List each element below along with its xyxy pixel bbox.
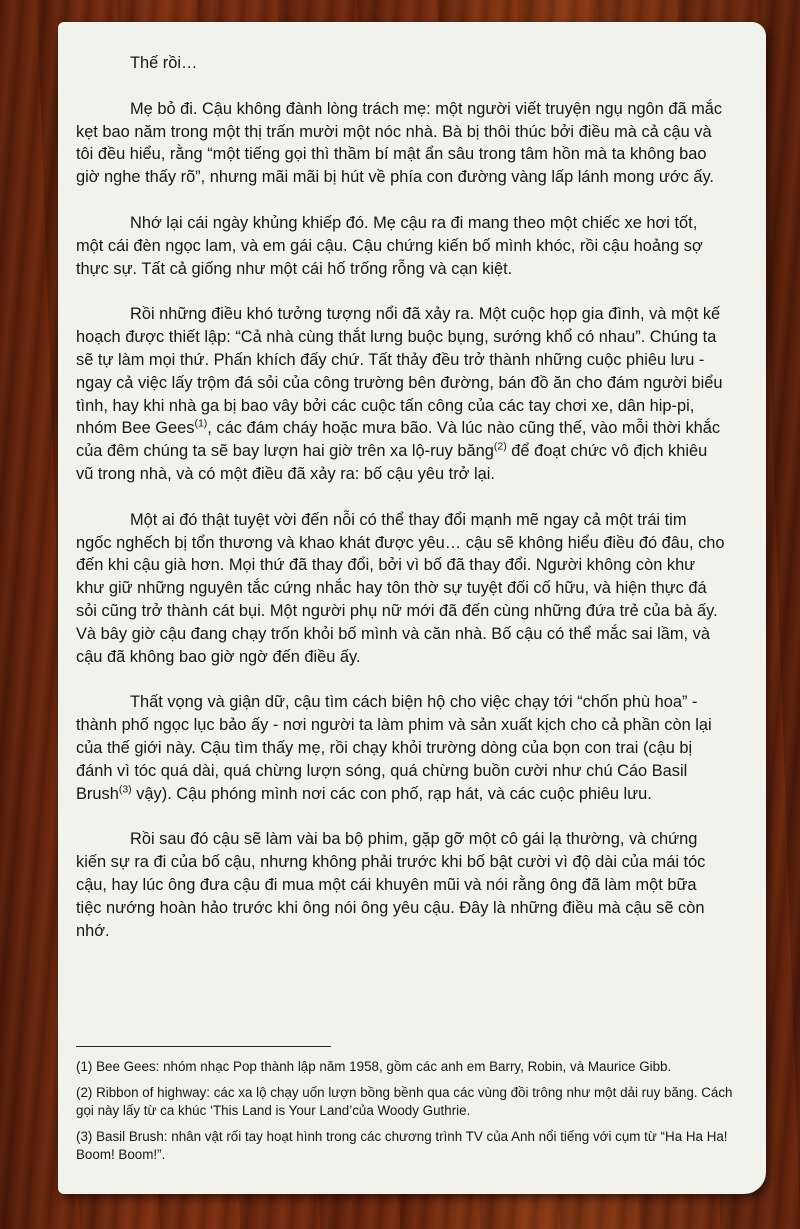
footnote-1: (1) Bee Gees: nhóm nhạc Pop thành lập năm 1958, gồm các anh em Barry, Robin, và Maurice Gibb.: [76, 1059, 672, 1074]
paragraph-6: Rồi sau đó cậu sẽ làm vài ba bộ phim, gặp gỡ một cô gái lạ thường, và chứng kiến sự ra đi của bố cậu, nhưng không phải trước khi bố bật cười vì độ dài của mái tóc cậu, hay lúc ông đưa cậu đi mua một cái khuyên mũi và nói rằng ông đã làm một bữa tiệc nướng hoàn hảo trước khi ông nói ông yêu cậu. Đây là những điều mà cậu sẽ còn nhớ.: [76, 830, 706, 940]
paragraph-5-part-b: vậy). Cậu phóng mình nơi các con phố, rạp hát, và các cuộc phiêu lưu.: [131, 784, 652, 803]
paragraph-1: Mẹ bỏ đi. Cậu không đành lòng trách mẹ: một người viết truyện ngụ ngôn đã mắc kẹt bao năm trong một thị trấn mười một nóc nhà. Bà bị thôi thúc bởi điều mà cả cậu và tôi đều hiểu, rằng “một tiếng gọi thì thầm bí mật ẩn sâu trong tâm hồn mà ta không bao giờ nghe thấy rõ”, nhưng mãi mãi bị hút về phía con đường vàng lấp lánh mong ước ấy.: [76, 99, 723, 187]
paragraph-4: Một ai đó thật tuyệt vời đến nỗi có thể thay đổi mạnh mẽ ngay cả một trái tim ngốc nghếch bị tổn thương và khao khát được yêu… cậu sẽ không hiểu điều đó đâu, cho đến khi cậu già hơn. Mọi thứ đã thay đổi, bởi vì bố đã thay đổi. Người không còn khư khư giữ những nguyên tắc cứng nhắc hay tôn thờ sự tuyệt đối cố hữu, và hiện thực đá sỏi cũng trở thành cát bụi. Một người phụ nữ mới đã đến cùng những đứa trẻ của bà ấy. Và bây giờ cậu đang chạy trốn khỏi bố mình và căn nhà. Bố cậu có thể mắc sai lầm, và cậu đã không bao giờ ngờ đến điều ấy.: [76, 510, 725, 666]
footnote-divider: [76, 1046, 331, 1047]
paragraph-3-part-a: Rồi những điều khó tưởng tượng nổi đã xảy ra. Một cuộc họp gia đình, và một kế hoạch được thiết lập: “Cả nhà cùng thắt lưng buộc bụng, sướng khổ có nhau”. Chúng ta sẽ tự làm mọi thứ. Phấn khích đấy chứ. Tất thảy đều trở thành những cuộc phiêu lưu - ngay cả việc lấy trộm đá sỏi của công trường bên đường, bán đồ ăn cho đám người biểu tình, hay khi nhà ga bị bao vây bởi các cuộc tấn công của các tay chơi xe, dân hip-pi, nhóm Bee Gees: [76, 305, 723, 438]
footnote-ref-1: (1): [194, 417, 208, 430]
footnote-3: (3) Basil Brush: nhân vật rối tay hoạt hình trong các chương trình TV của Anh nổi tiếng với cụm từ “Ha Ha Ha! Boom! Boom!”.: [76, 1129, 728, 1162]
paragraph-2: Nhớ lại cái ngày khủng khiếp đó. Mẹ cậu ra đi mang theo một chiếc xe hơi tốt, một cái đèn ngọc lam, và em gái cậu. Cậu chứng kiến bố mình khóc, rồi cậu hoảng sợ thực sự. Tất cả giống như một cái hố trống rỗng và cạn kiệt.: [76, 213, 703, 278]
paragraph-3-part-c: để đoạt chức vô địch khiêu vũ trong nhà, và có một điều đã xảy ra: bố cậu yêu trở lại.: [76, 442, 708, 483]
paragraph-3-part-b: , các đám cháy hoặc mưa bão. Và lúc nào cũng thế, vào mỗi thời khắc của đêm chúng ta sẽ bay lượn hai giờ trên xa lộ-ruy băng: [76, 419, 721, 461]
footnote-2: (2) Ribbon of highway: các xa lộ chạy uốn lượn bồng bềnh qua các vùng đồi trông như một dải ruy băng. Cách gọi này lấy từ ca khúc ‘This Land is Your Land’của Woody Guthrie.: [76, 1085, 733, 1118]
opening-line: Thế rồi…: [130, 54, 198, 72]
footnote-ref-2: (2): [493, 440, 507, 453]
paragraph-3: [76, 303, 726, 485]
footnotes: [76, 1058, 736, 1164]
paragraph-5: [76, 691, 726, 805]
page-body: [76, 52, 726, 942]
footnote-ref-3: (3): [118, 783, 132, 796]
paragraph-5-part-a: Thất vọng và giận dữ, cậu tìm cách biện hộ cho việc chạy tới “chốn phù hoa” - thành phố ngọc lục bảo ấy - nơi người ta làm phim và sản xuất kịch cho cả phần còn lại của thế giới này. Cậu tìm thấy mẹ, rồi chạy khỏi trường dòng của bọn con trai (cậu bị đánh vì tóc quá dài, quá chừng lượn sóng, quá chừng buồn cười như chú Cáo Basil Brush: [76, 693, 712, 803]
